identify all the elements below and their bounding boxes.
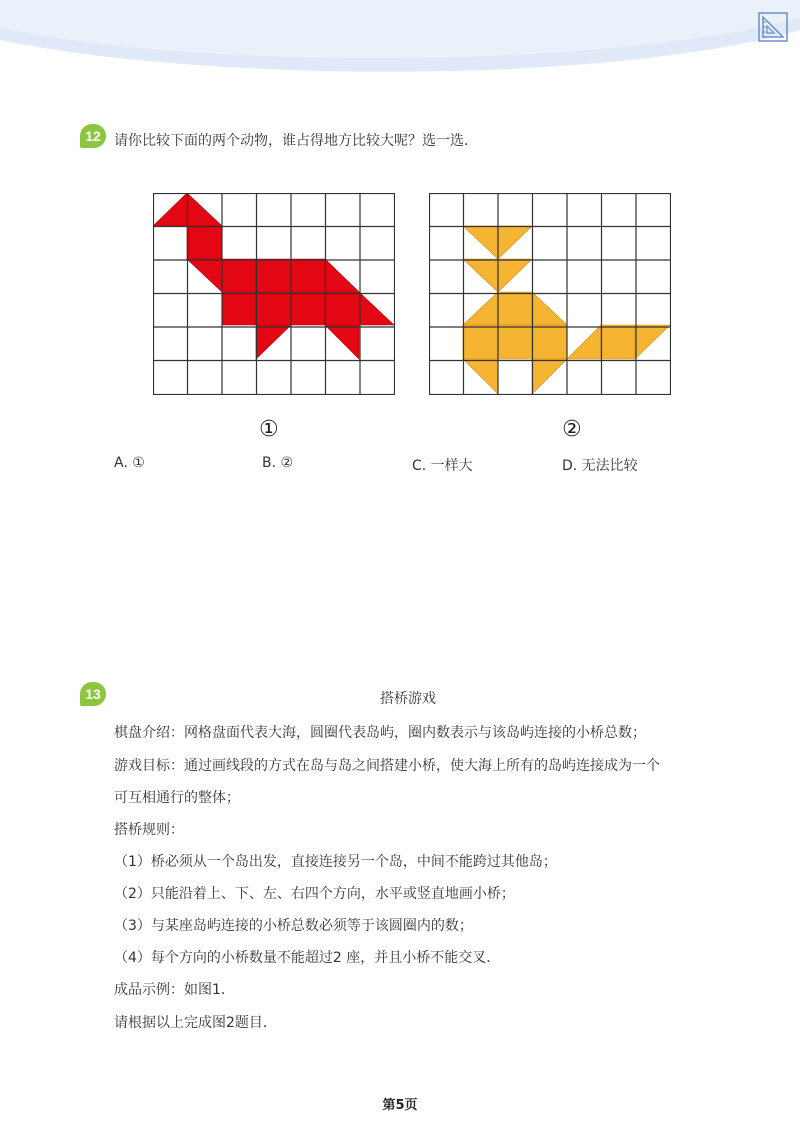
text-line: （3）与某座岛屿连接的小桥总数必须等于该圆圈内的数； (114, 918, 473, 934)
text-line: 成品示例：如图1． (114, 982, 235, 998)
text-line: 可互相通行的整体； (114, 790, 240, 806)
text-line: 搭桥规则： (114, 822, 184, 838)
page-number: 第5页 (382, 1098, 418, 1113)
text-line: （2）只能沿着上、下、左、右四个方向，水平或竖直地画小桥； (114, 886, 515, 902)
question-text: 请你比较下面的两个动物，谁占得地方比较大呢？选一选． (114, 133, 478, 149)
figure-2-label: ② (562, 417, 582, 442)
text-line: 棋盘介绍：网格盘面代表大海，圆圈代表岛屿，圈内数表示与该岛屿连接的小桥总数； (114, 725, 646, 741)
option-c[interactable]: C. 一样大 (412, 458, 473, 474)
text-line: （1）桥必须从一个岛出发，直接连接另一个岛，中间不能跨过其他岛； (114, 854, 557, 870)
question-title: 搭桥游戏 (380, 691, 436, 707)
text-line: （4）每个方向的小桥数量不能超过2 座，并且小桥不能交叉． (114, 950, 501, 966)
header-wave (0, 0, 800, 80)
figure-1-shape (153, 193, 394, 359)
triangle-ruler-icon (758, 12, 788, 42)
text-line: 请根据以上完成图2题目． (114, 1015, 277, 1031)
question-number-badge: 12 (80, 124, 106, 148)
figure-2-grid (429, 193, 671, 395)
figure-1-label: ① (259, 417, 279, 442)
option-d[interactable]: D. 无法比较 (562, 458, 638, 474)
text-line: 游戏目标：通过画线段的方式在岛与岛之间搭建小桥，使大海上所有的岛屿连接成为一个 (114, 758, 660, 774)
option-b[interactable]: B. ② (262, 455, 294, 471)
figure-1-grid (153, 193, 395, 395)
question-number-badge: 13 (80, 682, 106, 706)
option-a[interactable]: A. ① (114, 455, 145, 471)
